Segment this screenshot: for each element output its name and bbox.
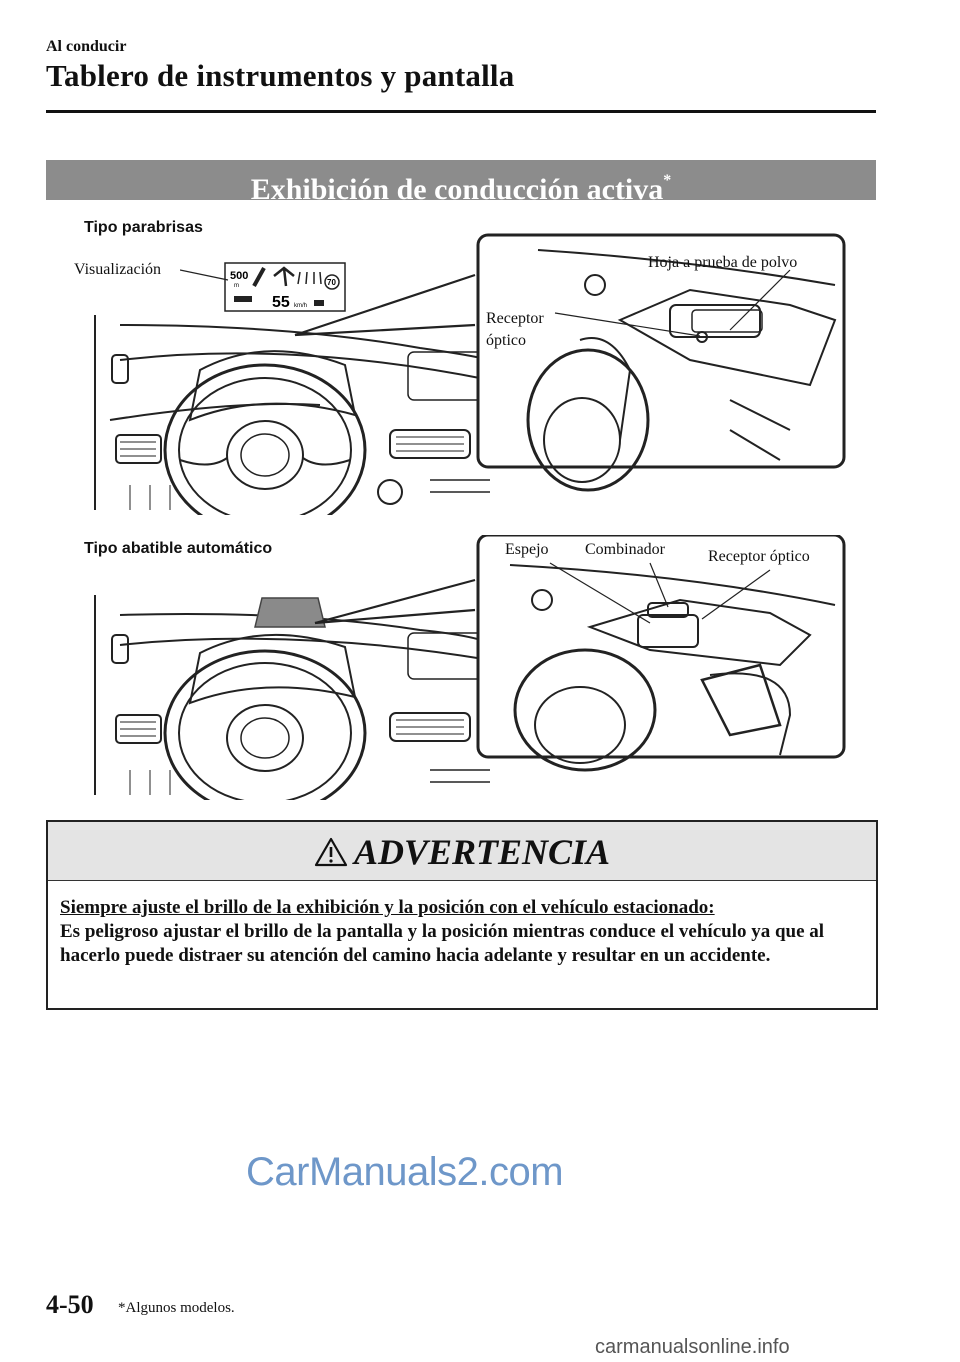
callout-combiner: Combinador [585,541,665,558]
banner-asterisk: * [663,172,672,189]
figure2-illustration [90,535,880,800]
hud-distance: 500 [230,270,249,282]
figure1-type-label: Tipo parabrisas [84,219,203,236]
warning-triangle-icon [314,837,348,867]
warning-title: ADVERTENCIA [353,832,611,872]
page-number: 4-50 [46,1290,94,1319]
warning-box [46,820,878,1010]
warning-text: Es peligroso ajustar el brillo de la pantalla y la posición mientras conduce el vehículo ya que al hacerlo puede distraer su atención del camino hacia adelante y resultar en un accidente. [60,921,825,966]
callout-display-leader [180,268,230,284]
callout-optical-receiver: Receptor óptico [708,548,810,565]
figure2-type-label: Tipo abatible automático [84,540,273,557]
banner-title: Exhibición de conducción activa [250,173,664,206]
chapter-label: Al conducir [46,38,127,55]
callout-display: Visualización [74,261,162,278]
warning-body [60,896,860,968]
header-rule [46,110,876,113]
hud-display-sample [224,262,346,312]
section-title: Tablero de instrumentos y pantalla [46,58,515,93]
callout-mirror: Espejo [505,541,549,558]
hud-speed-unit: km/h [294,303,308,309]
topic-banner [46,160,876,206]
callout-dust-sheet: Hoja a prueba de polvo [648,254,798,271]
hud-speed: 55 [272,294,290,311]
callout-receiver-line2: óptico [486,332,526,349]
hud-limit: 70 [327,278,336,287]
warning-header [48,822,876,881]
hud-distance-unit: m [234,283,239,289]
watermark-text: CarManuals2.com [246,1150,564,1194]
callout-receiver-line1: Receptor [486,310,544,327]
warning-lead: Siempre ajuste el brillo de la exhibición y la posición con el vehículo estacionado: [60,897,715,918]
combiner-shape [255,598,325,627]
site-credit: carmanualsonline.info [595,1336,790,1358]
footnote: *Algunos modelos. [118,1300,235,1316]
